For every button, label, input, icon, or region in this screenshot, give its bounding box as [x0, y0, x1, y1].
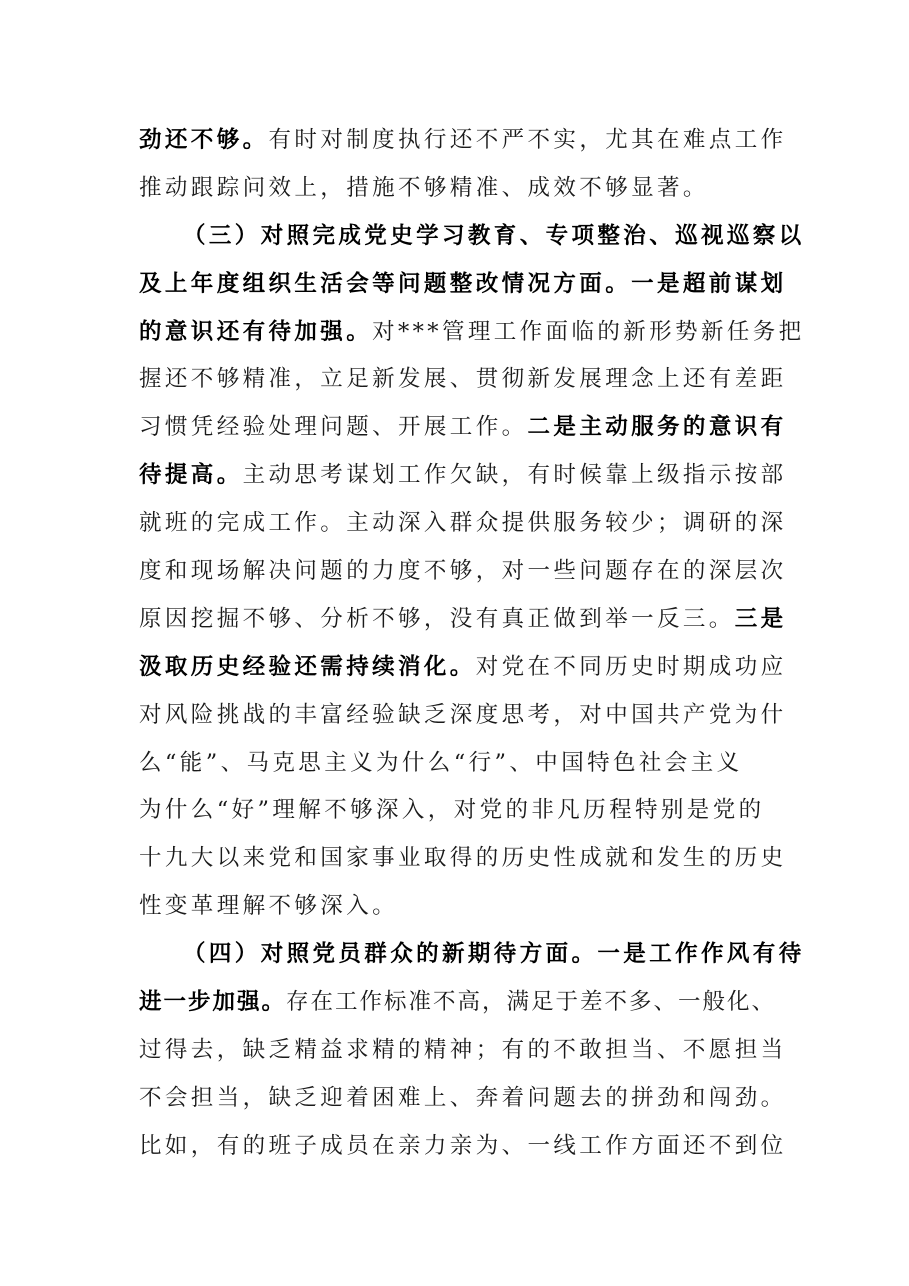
text-segment: 就班的完成工作。主动深入群众提供服务较少；调研的深 — [139, 510, 787, 537]
text-line — [139, 213, 805, 261]
text-line — [139, 548, 789, 596]
text-line — [139, 644, 789, 692]
text-segment: 不会担当，缺乏迎着困难上、奔着问题去的拼劲和闯劲。 — [139, 1084, 787, 1111]
bold-text-segment: 进一步加强。 — [139, 989, 287, 1016]
bold-text-segment: （四）对照党员群众的新期待方面。一是工作作风有待 — [183, 941, 805, 968]
text-segment: 主动思考谋划工作欠缺，有时候靠上级指示按部 — [242, 462, 787, 489]
text-line — [139, 309, 805, 357]
text-line — [139, 883, 789, 931]
text-segment: 为什么“好”理解不够深入，对党的非凡历程特别是党的 — [139, 797, 765, 824]
text-line — [139, 931, 805, 979]
text-segment: 过得去，缺乏精益求精的精神；有的不敢担当、不愿担当 — [139, 1036, 787, 1063]
text-segment: 十九大以来党和国家事业取得的历史性成就和发生的历史 — [139, 845, 787, 872]
text-line — [139, 979, 789, 1027]
bold-text-segment: 及上年度组织生活会等问题整改情况方面。一是超前谋划 — [139, 270, 787, 297]
text-line — [139, 356, 789, 404]
text-line — [139, 1123, 789, 1171]
text-line — [139, 452, 789, 500]
text-segment: 么“能”、马克思主义为什么“行”、中国特色社会主义 — [139, 749, 743, 776]
bold-text-segment: 二是主动服务的意识有 — [527, 414, 787, 441]
bold-text-segment: 的意识还有待加强。 — [139, 318, 373, 345]
text-line — [139, 1075, 789, 1123]
text-segment: 原因挖掘不够、分析不够，没有真正做到举一反三。 — [139, 605, 735, 632]
text-line — [139, 117, 789, 165]
text-line — [139, 692, 789, 740]
text-line — [139, 835, 789, 883]
text-segment: 握还不够精准，立足新发展、贯彻新发展理念上还有差距 — [139, 366, 787, 393]
document-body — [139, 117, 805, 1171]
text-segment: 有时对制度执行还不严不实，尤其在难点工作 — [268, 127, 787, 153]
text-segment: 度和现场解决问题的力度不够，对一些问题存在的深层次 — [139, 558, 787, 585]
text-line — [139, 787, 789, 835]
bold-text-segment: （三）对照完成党史学习教育、专项整治、巡视巡察以 — [183, 222, 805, 249]
bold-text-segment: 汲取历史经验还需持续消化。 — [139, 653, 476, 680]
bold-text-segment: 待提高。 — [139, 462, 243, 489]
text-line — [139, 740, 789, 788]
text-segment: 对风险挑战的丰富经验缺乏深度思考，对中国共产党为什 — [139, 701, 787, 728]
text-segment: 习惯凭经验处理问题、开展工作。 — [139, 414, 528, 441]
bold-text-segment: 劲还不够。 — [139, 127, 269, 153]
text-line — [139, 1027, 789, 1075]
text-segment: 性变革理解不够深入。 — [139, 893, 399, 920]
text-segment: 推动跟踪问效上，措施不够精准、成效不够显著。 — [139, 174, 709, 201]
text-segment: 存在工作标准不高，满足于差不多、一般化、 — [286, 989, 777, 1016]
text-segment: 对党在不同历史时期成功应 — [475, 653, 787, 680]
text-line — [139, 500, 789, 548]
text-segment: 比如，有的班子成员在亲力亲为、一线工作方面还不到位 — [139, 1132, 787, 1159]
bold-text-segment: 三是 — [734, 605, 787, 632]
text-line — [139, 261, 789, 309]
text-line — [139, 404, 789, 452]
text-line — [139, 165, 789, 213]
text-line — [139, 596, 789, 644]
text-segment: 对***管理工作面临的新形势新任务把 — [372, 318, 805, 345]
